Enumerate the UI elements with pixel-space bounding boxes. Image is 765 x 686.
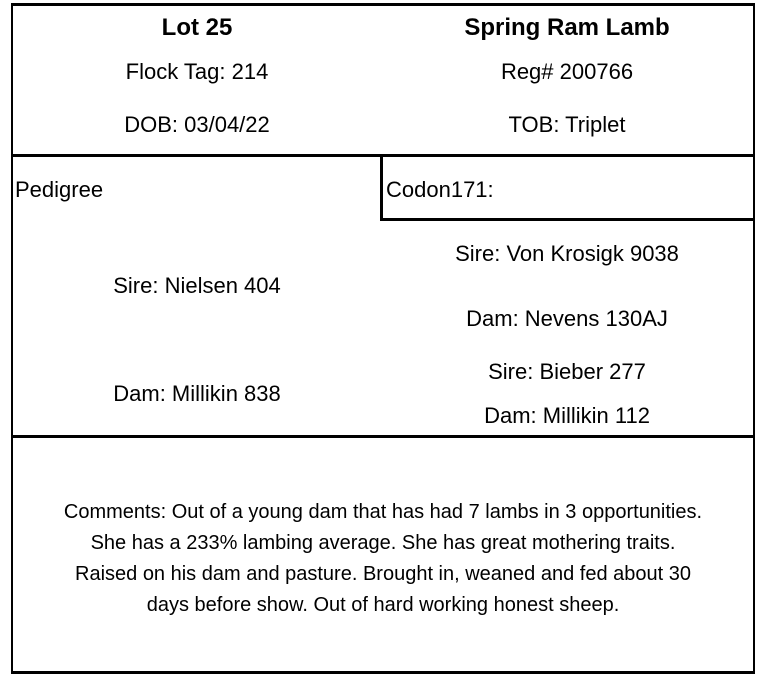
type-of-birth: TOB: Triplet xyxy=(508,112,626,137)
sire-dam: Dam: Nevens 130AJ xyxy=(466,306,668,331)
comments xyxy=(11,497,755,621)
comments-line: She has a 233% lambing average. She has great mothering traits. xyxy=(90,532,676,554)
header-divider xyxy=(11,154,755,157)
lot-number: Lot 25 xyxy=(161,14,233,41)
codon-box-bottom xyxy=(380,218,755,221)
pedigree-label: Pedigree xyxy=(15,177,104,202)
pedigree-divider xyxy=(11,435,755,438)
dam-sire: Sire: Bieber 277 xyxy=(488,359,646,384)
comments-line: Comments: Out of a young dam that has had 7 lambs in 3 opportunities. xyxy=(63,501,703,523)
flock-tag: Flock Tag: 214 xyxy=(125,59,269,84)
sire: Sire: Nielsen 404 xyxy=(113,273,281,298)
codon-label: Codon171: xyxy=(386,177,494,202)
top-border xyxy=(11,3,755,6)
comments-line: days before show. Out of hard working honest sheep. xyxy=(146,594,620,616)
codon-box-left xyxy=(380,154,383,221)
date-of-birth: DOB: 03/04/22 xyxy=(124,112,270,137)
dam-dam: Dam: Millikin 112 xyxy=(484,403,650,428)
dam: Dam: Millikin 838 xyxy=(113,381,281,406)
sire-sire: Sire: Von Krosigk 9038 xyxy=(455,241,679,266)
bottom-border xyxy=(11,671,755,674)
registration-number: Reg# 200766 xyxy=(500,59,634,84)
lamb-class: Spring Ram Lamb xyxy=(464,14,670,41)
comments-line: Raised on his dam and pasture. Brought in, weaned and fed about 30 xyxy=(75,563,691,585)
